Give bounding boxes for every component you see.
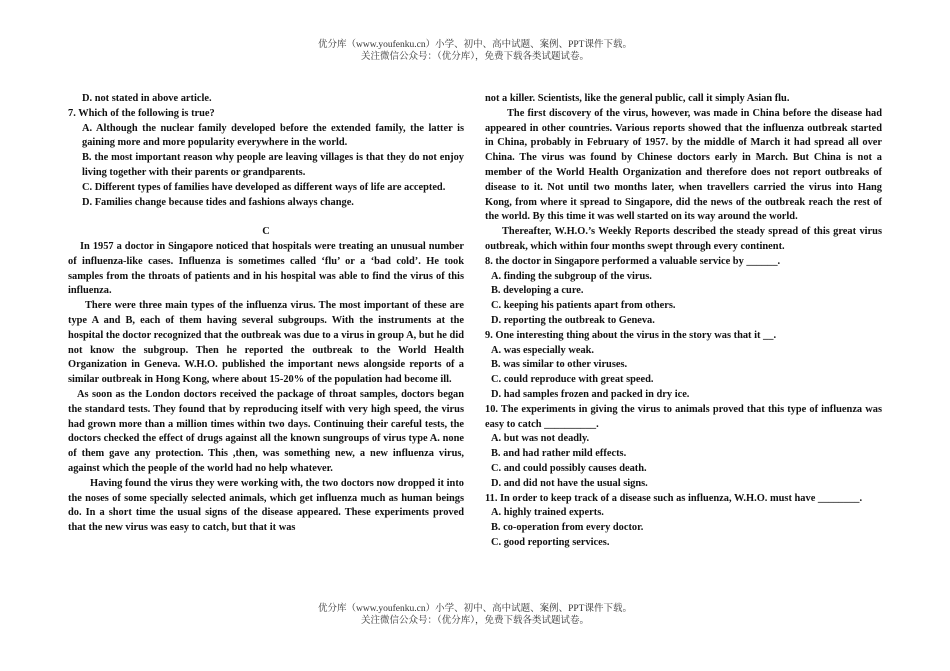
question-9-option-d: D. had samples frozen and packed in dry ice. [491,388,690,400]
section-title: C [262,226,270,238]
question-8-stem: 8. the doctor in Singapore performed a valuable service by ______. [485,255,781,267]
question-9-option-a: A. was especially weak. [491,344,595,356]
option-d-previous: D. not stated in above article. [82,93,212,104]
question-11-option-a: A. highly trained experts. [491,507,604,519]
right-column [485,92,882,551]
question-7-option-b: B. the most important reason why people are leaving villages is that they do not enjoy living together with their parents or grandparents. [82,152,464,178]
passage-paragraph-6: Thereafter, W.H.O.’s Weekly Reports described the steady spread of this great virus outbreak, which within four months swept through every continent. [485,226,882,252]
question-9-option-b: B. was similar to other viruses. [491,359,628,371]
header-line-1: 优分库（www.youfenku.cn）小学、初中、高中试题、案例、PPT课件下载。 [318,40,632,50]
question-7-stem: 7. Which of the following is true? [68,107,215,119]
page-header [0,39,950,63]
question-8-option-b: B. developing a cure. [491,285,584,297]
question-9-stem: 9. One interesting thing about the virus in the story was that it __. [485,329,777,341]
question-8-option-c: C. keeping his patients apart from others. [491,300,676,312]
passage-paragraph-4: Having found the virus they were working with, the two doctors now dropped it into the noses of some specially selected animals, which get influenza much as human beings do. In a short time the usual signs of the disease appeared. These experiments proved that the new virus was easy to catch, but that it was [68,477,464,534]
passage-paragraph-2: There were three main types of the influenza virus. The most important of these are type A and B, each of them having several subgroups. With the instruments at the hospital the doctor recognized that the outbreak was due to a virus in group A, but he did not know the subgroup. Then he reported the outbreak to the World Health Organization in Geneva. W.H.O. published the important news alongside reports of a similar outbreak in Hong Kong, where about 15-20% of the population had become ill. [68,300,464,386]
question-10-option-b: B. and had rather mild effects. [491,448,627,460]
passage-paragraph-5: The first discovery of the virus, however, was made in China before the disease had appeared in other countries. Various reports showed that the influenza outbreak started in China, probably in February of 1957. by the middle of March it had spread all over China. The virus was found by Chinese doctors early in March. But China is not a member of the World Health Organization and therefore does not report outbreaks of disease to it. Not until two months later, when travellers carried the virus into Hang Kong, from where it spread to Singapore, did the news of the outbreak reach the rest of the world. By this time it was well started on its way around the world. [485,107,882,223]
question-10-option-a: A. but was not deadly. [491,433,590,445]
passage-paragraph-4-continued: not a killer. Scientists, like the general public, call it simply Asian flu. [485,93,790,104]
question-10-option-c: C. and could possibly causes death. [491,462,647,474]
passage-paragraph-1: In 1957 a doctor in Singapore noticed that hospitals were treating an unusual number of influenza-like cases. Influenza is sometimes called ‘flu’ or a ‘bad cold’. He took samples from the throats of patients and in his hospital was able to find the virus of this influenza. [68,240,464,297]
question-11-stem: 11. In order to keep track of a disease such as influenza, W.H.O. must have ________. [485,492,863,504]
header-line-2: 关注微信公众号：（优分库），免费下载各类试题试卷。 [360,52,589,62]
page-footer [0,603,950,627]
question-9-option-c: C. could reproduce with great speed. [491,374,654,386]
footer-line-1: 优分库（www.youfenku.cn）小学、初中、高中试题、案例、PPT课件下载。 [318,604,632,614]
passage-paragraph-3: As soon as the London doctors received the package of throat samples, doctors began the standard tests. They found that by reproducing itself with very high speed, the virus had grown more than a million times within two days. Continuing their careful tests, the doctors checked the effect of drugs against all the known sungroups of virus type A. none of them gave any protection. This ,then, was something new, a new influenza virus, against which the people of the world had no help whatever. [68,388,464,474]
question-8-option-d: D. reporting the outbreak to Geneva. [491,314,655,326]
question-7-option-c: C. Different types of families have developed as different ways of life are accepted. [82,181,446,193]
left-column [68,92,464,536]
question-7-option-a: A. Although the nuclear family developed before the extended family, the latter is gaining more and more popularity everywhere in the world. [82,122,464,149]
question-11-option-c: C. good reporting services. [491,536,610,548]
footer-line-2: 关注微信公众号：（优分库），免费下载各类试题试卷。 [360,616,589,626]
question-8-option-a: A. finding the subgroup of the virus. [491,270,652,282]
question-11-option-b: B. co-operation from every doctor. [491,522,644,534]
question-10-stem: 10. The experiments in giving the virus to animals proved that this type of influenza was easy to catch __________. [485,403,882,430]
question-7-option-d: D. Families change because tides and fashions always change. [82,196,354,208]
question-10-option-d: D. and did not have the usual signs. [491,477,648,489]
